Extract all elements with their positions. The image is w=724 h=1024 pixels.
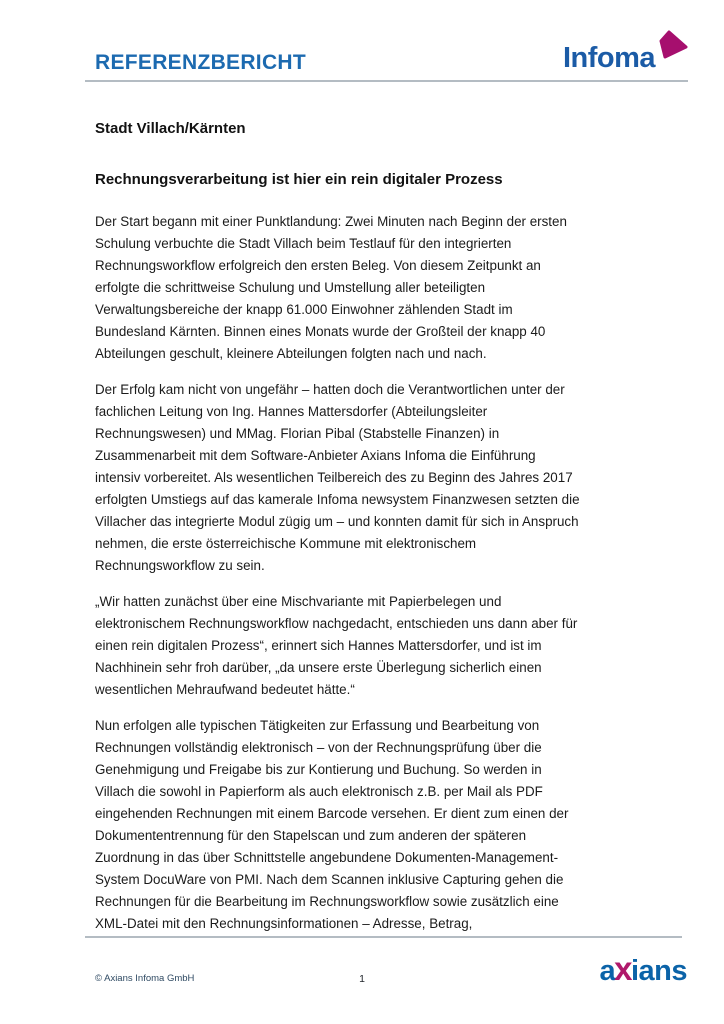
text-line: einen rein digitalen Prozess“, erinnert sich Hannes Mattersdorfer, und ist im (95, 638, 542, 653)
infoma-logo-text: Infoma (562, 42, 655, 74)
copyright-text: © Axians Infoma GmbH (95, 973, 195, 984)
text-line: Der Erfolg kam nicht von ungefähr – hatten doch die Verantwortlichen unter der (95, 382, 565, 397)
text-line: Villach die sowohl in Papierform als auch elektronisch z.B. per Mail als PDF (95, 784, 543, 799)
page-number: 1 (359, 973, 365, 985)
paragraph (95, 715, 695, 935)
text-line: Rechnungsworkflow zu sein. (95, 558, 265, 573)
text-line: Zusammenarbeit mit dem Software-Anbieter Axians Infoma die Einführung (95, 448, 536, 463)
article-headline: Rechnungsverarbeitung ist hier ein rein digitaler Prozess (95, 171, 503, 188)
text-line: Rechnungswesen) und MMag. Florian Pibal (Stabstelle Finanzen) in (95, 426, 500, 441)
article-subtitle: Stadt Villach/Kärnten (95, 120, 246, 137)
report-type-title: REFERENZBERICHT (95, 51, 307, 74)
footer-divider (85, 936, 682, 938)
text-line: System DocuWare von PMI. Nach dem Scannen inklusive Capturing gehen die (95, 872, 564, 887)
text-line: XML-Datei mit den Rechnungsinformationen – Adresse, Betrag, (95, 916, 473, 931)
axians-logo-text-ians: ians (630, 955, 687, 987)
text-line: Rechnungsworkflow erfolgreich den ersten Beleg. Von diesem Zeitpunkt an (95, 258, 541, 273)
paragraph (95, 591, 695, 701)
text-line: Nun erfolgen alle typischen Tätigkeiten zur Erfassung und Bearbeitung von (95, 718, 540, 733)
article-body (95, 211, 695, 949)
infoma-logo (563, 30, 688, 73)
axians-logo-text-a: a (599, 955, 616, 987)
text-line: nehmen, die erste österreichische Kommune mit elektronischem (95, 536, 477, 551)
text-line: elektronischem Rechnungsworkflow nachgedacht, entschieden uns dann aber für (95, 616, 578, 631)
text-line: Genehmigung und Freigabe bis zur Kontierung und Buchung. So werden in (95, 762, 542, 777)
text-line: Rechnungen für die Bearbeitung im Rechnungsworkflow sowie zusätzlich eine (95, 894, 559, 909)
infoma-logo-mark-icon (659, 30, 688, 59)
text-line: fachlichen Leitung von Ing. Hannes Mattersdorfer (Abteilungsleiter (95, 404, 488, 419)
text-line: wesentlichen Mehraufwand bedeutet hätte.“ (95, 682, 355, 697)
text-line: „Wir hatten zunächst über eine Mischvariante mit Papierbelegen und (95, 594, 502, 609)
text-line: Verwaltungsbereiche der knapp 61.000 Einwohner zählenden Stadt im (95, 302, 513, 317)
text-line: Villacher das integrierte Modul zügig um – und konnten damit für sich in Anspruch (95, 514, 579, 529)
axians-logo-x-mark: x (614, 950, 632, 987)
text-line: intensiv vorbereitet. Als wesentlichen Teilbereich des zu Beginn des Jahres 2017 (95, 470, 573, 485)
text-line: erfolgten Umstiegs auf das kamerale Infoma newsystem Finanzwesen setzten die (95, 492, 580, 507)
text-line: Zuordnung in das über Schnittstelle angebundene Dokumenten-Management- (95, 850, 559, 865)
text-line: erfolgte die schrittweise Schulung und Umstellung aller beteiligten (95, 280, 486, 295)
text-line: Dokumententrennung für den Stapelscan und zum anderen der späteren (95, 828, 527, 843)
text-line: Der Start begann mit einer Punktlandung: Zwei Minuten nach Beginn der ersten (95, 214, 567, 229)
paragraph (95, 379, 695, 577)
paragraph (95, 211, 695, 365)
text-line: Abteilungen geschult, kleinere Abteilungen folgten nach und nach. (95, 346, 487, 361)
text-line: Schulung verbuchte die Stadt Villach beim Testlauf für den integrierten (95, 236, 512, 251)
header-divider (85, 80, 688, 82)
text-line: eingehenden Rechnungen mit einem Barcode versehen. Er dient zum einen der (95, 806, 569, 821)
axians-logo (599, 952, 687, 986)
text-line: Bundesland Kärnten. Binnen eines Monats wurde der Großteil der knapp 40 (95, 324, 546, 339)
text-line: Nachhinein sehr froh darüber, „da unsere erste Überlegung sicherlich einen (95, 660, 542, 675)
text-line: Rechnungen vollständig elektronisch – von der Rechnungsprüfung über die (95, 740, 542, 755)
